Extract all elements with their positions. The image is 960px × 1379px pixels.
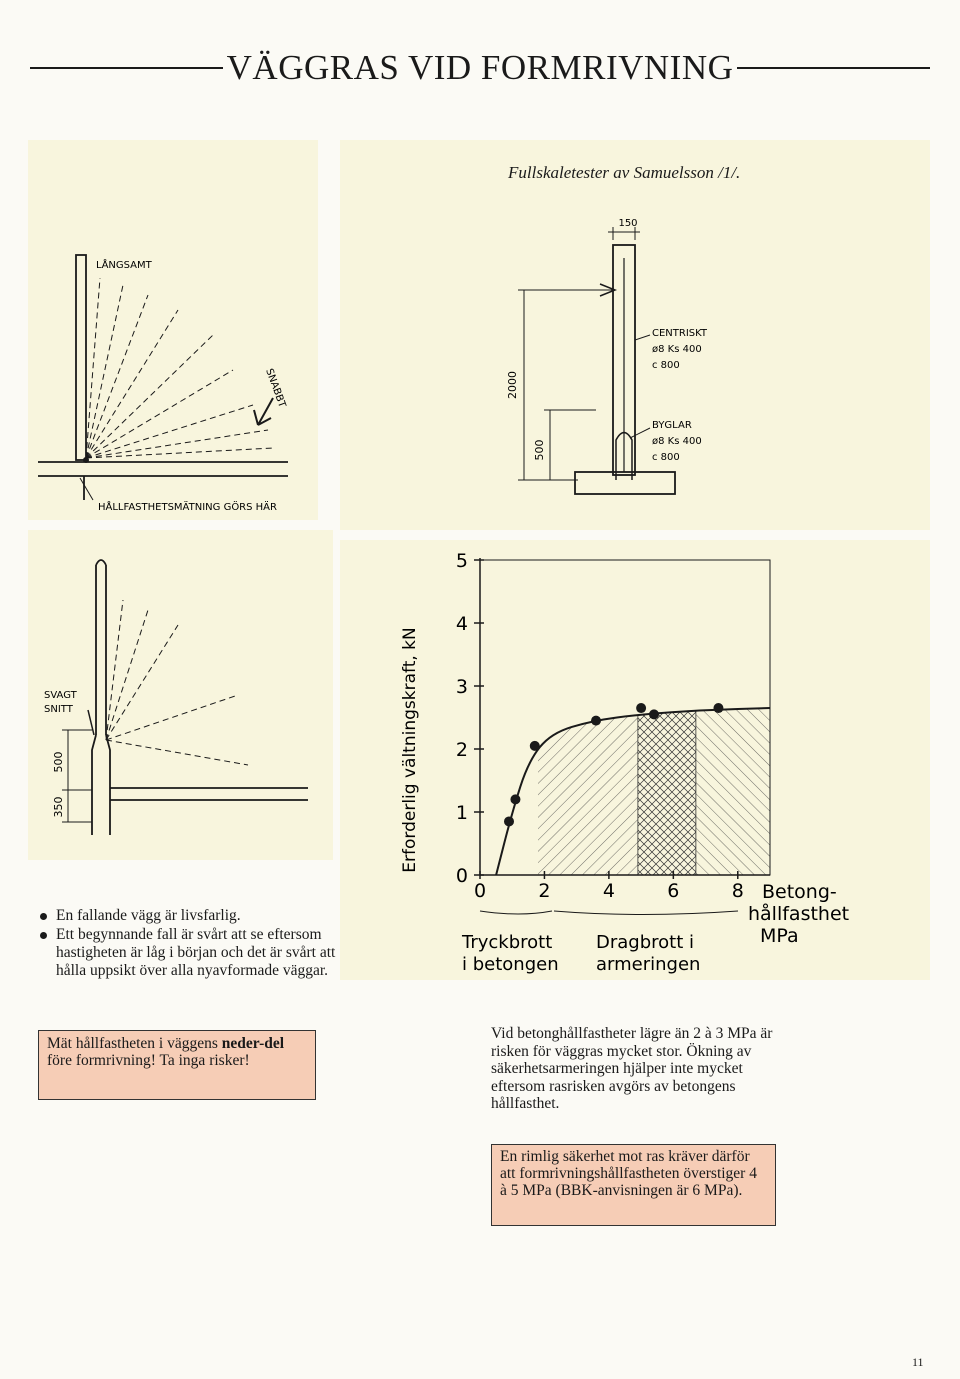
bullet-item: Ett begynnande fall är svårt att se eftersom hastigheten är låg i början och det är svårt att hålla uppsikt över alla nyavformade väggar. — [38, 926, 338, 980]
title-rule-left — [30, 67, 223, 69]
warning-box — [38, 1030, 316, 1100]
rebar-label-3: c 800 — [652, 360, 680, 371]
x-axis-label-line1: Betong- — [762, 881, 837, 903]
data-point — [504, 816, 514, 826]
x-tick-label: 2 — [538, 880, 551, 902]
zone-compression-line2: i betongen — [462, 954, 559, 975]
warning-text-1: Mät hållfastheten i väggens — [47, 1035, 218, 1052]
data-point — [591, 716, 601, 726]
zone-tension-line2: armeringen — [596, 954, 701, 975]
wall-section-drawing — [500, 210, 760, 510]
falling-wall-sketch — [28, 230, 318, 520]
label-measure-here: HÅLLFASTHETSMÄTNING GÖRS HÄR — [98, 502, 277, 513]
label-langsamt: LÅNGSAMT — [96, 260, 152, 271]
page-title: VÄGGRAS VID FORMRIVNING — [226, 48, 734, 87]
hatch-region-back — [696, 560, 770, 875]
title-rule-right — [737, 67, 930, 69]
y-tick-label: 2 — [455, 739, 468, 761]
brace-tension — [554, 911, 738, 915]
bullet-item: En fallande vägg är livsfarlig. — [38, 907, 338, 925]
dim-350-weak: 350 — [52, 796, 65, 818]
data-point — [636, 703, 646, 713]
title-row — [30, 48, 930, 88]
fast-arrow-icon — [254, 398, 273, 425]
wall-upright — [76, 255, 86, 460]
y-tick-label: 3 — [455, 676, 468, 698]
weak-section-sketch — [28, 550, 318, 850]
stirrup-label-1: BYGLAR — [652, 420, 692, 431]
data-point — [530, 741, 540, 751]
rebar-label-1: CENTRISKT — [652, 328, 708, 339]
x-tick-label: 4 — [602, 880, 615, 902]
rebar-label-2: ø8 Ks 400 — [652, 344, 702, 355]
info-paragraph: Vid betonghållfastheter lägre än 2 à 3 MPa är risken för väggras mycket stor. Ökning av säkerhetsarmeringen hjälper inte mycket eftersom rasrisken avgörs av betongens hållfasthet. — [491, 1025, 773, 1112]
brace-compression — [480, 911, 552, 914]
hatch-region-cross — [638, 560, 696, 875]
stirrup-label-2: ø8 Ks 400 — [652, 436, 702, 447]
dim-500-wall: 500 — [533, 439, 546, 461]
label-snabbt: SNABBT — [263, 367, 288, 410]
dim-2000: 2000 — [506, 371, 519, 399]
y-tick-label: 1 — [455, 802, 468, 824]
x-tick-label: 8 — [731, 880, 744, 902]
data-point — [713, 703, 723, 713]
x-tick-label: 0 — [473, 880, 487, 902]
data-point — [510, 794, 520, 804]
y-tick-label: 4 — [455, 613, 468, 635]
bullet-list — [38, 907, 338, 981]
x-axis-label-line3: MPa — [760, 925, 799, 947]
label-svagt: SVAGT — [44, 690, 77, 701]
x-tick-label: 6 — [667, 880, 680, 902]
weak-fall-arcs — [106, 600, 248, 765]
page-number: 11 — [912, 1355, 924, 1369]
warning-text-2: före formrivning! Ta inga risker! — [47, 1052, 250, 1069]
warning-bold: neder-del — [221, 1035, 285, 1052]
stirrup-label-3: c 800 — [652, 452, 680, 463]
dim-500-weak: 500 — [52, 751, 65, 773]
x-axis-label-line2: hållfasthet — [748, 903, 850, 925]
fall-arcs — [86, 278, 273, 458]
y-tick-label: 5 — [455, 550, 468, 572]
dim-150: 150 — [618, 218, 638, 229]
strength-chart — [340, 540, 930, 980]
figure-caption: Fullskaletester av Samuelsson /1/. — [508, 163, 741, 182]
zone-compression-line1: Tryckbrott — [462, 932, 553, 953]
y-tick-label: 0 — [455, 865, 468, 887]
label-snitt: SNITT — [44, 704, 73, 715]
final-note-box: En rimlig säkerhet mot ras kräver därför att formrivningshållfastheten överstiger 4 à 5 MPa (BBK-anvisningen är 6 MPa). — [491, 1144, 776, 1226]
zone-tension-line1: Dragbrott i — [596, 932, 694, 953]
y-axis-label: Erforderlig vältningskraft, kN — [400, 627, 420, 873]
data-point — [649, 709, 659, 719]
